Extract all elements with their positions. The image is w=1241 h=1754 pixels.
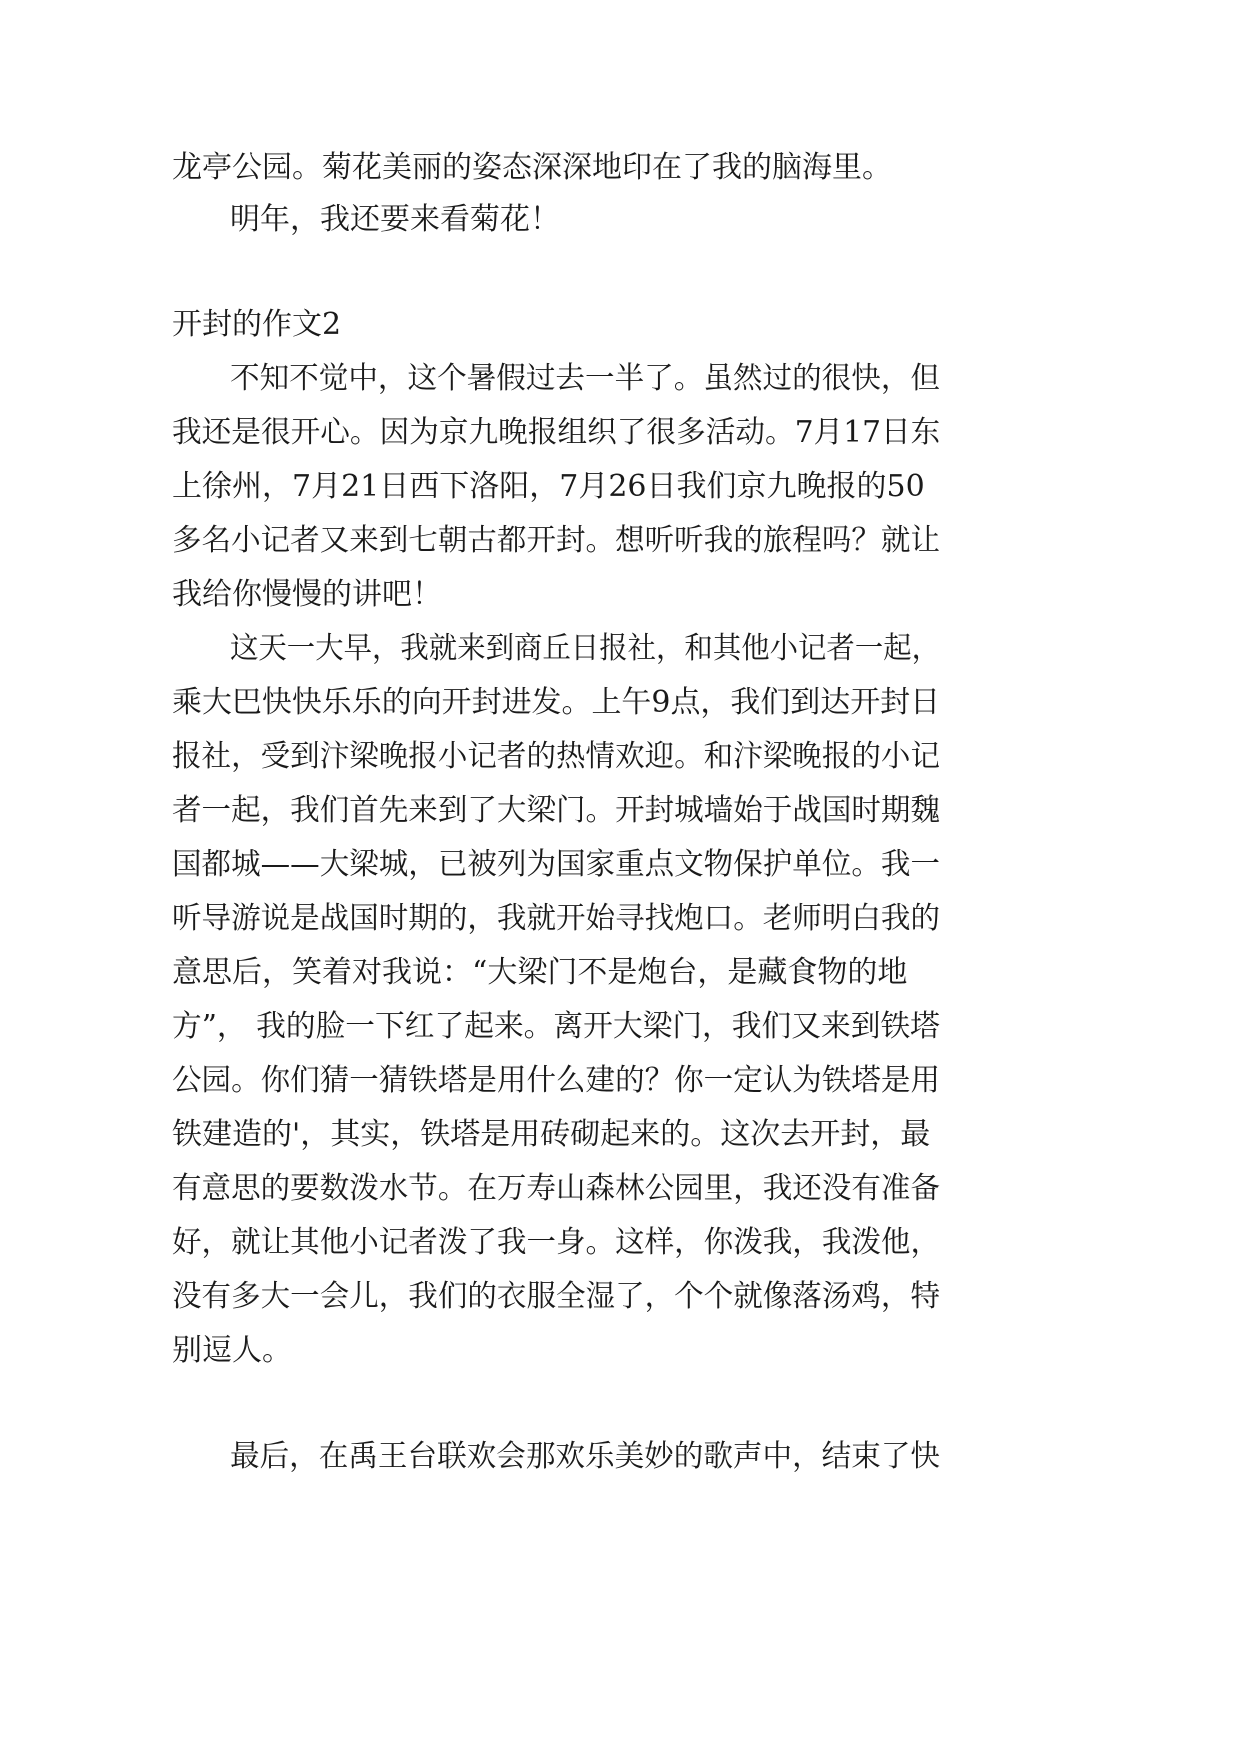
text-line: [0, 148, 1241, 188]
text-line: [0, 467, 1241, 507]
text-line: [0, 1223, 1241, 1263]
text-line: [0, 1169, 1241, 1209]
text-line: [0, 737, 1241, 777]
line-text: 者一起，我们首先来到了大梁门。开封城墙始于战国时期魏: [172, 793, 940, 828]
line-text: 有意思的要数泼水节。在万寿山森林公园里，我还没有准备: [172, 1171, 940, 1206]
line-text: 明年，我还要来看菊花！: [230, 202, 560, 237]
line-text: 国都城——大梁城，已被列为国家重点文物保护单位。我一: [172, 847, 940, 882]
section-heading: [0, 305, 1241, 345]
paragraph-line: [0, 629, 1241, 669]
text-line: [0, 1115, 1241, 1155]
text-line: [0, 899, 1241, 939]
line-text: 公园。你们猜一猜铁塔是用什么建的？你一定认为铁塔是用: [172, 1063, 940, 1098]
text-line: [0, 1007, 1241, 1047]
line-text: 方”， 我的脸一下红了起来。离开大梁门，我们又来到铁塔: [172, 1009, 940, 1044]
text-line: [0, 575, 1241, 615]
text-line: [0, 521, 1241, 561]
text-line: [0, 1277, 1241, 1317]
line-text: 铁建造的'，其实，铁塔是用砖砌起来的。这次去开封，最: [172, 1117, 931, 1152]
line-text: 这天一大早，我就来到商丘日报社，和其他小记者一起，: [230, 631, 941, 666]
line-text: 好，就让其他小记者泼了我一身。这样，你泼我，我泼他，: [172, 1225, 940, 1260]
line-text: 我给你慢慢的讲吧！: [172, 577, 442, 612]
line-text: 我还是很开心。因为京九晚报组织了很多活动。7月17日东: [172, 415, 941, 450]
text-line: [0, 413, 1241, 453]
text-line: [0, 845, 1241, 885]
line-text: 没有多大一会儿，我们的衣服全湿了，个个就像落汤鸡，特: [172, 1279, 940, 1314]
text-line: [0, 953, 1241, 993]
line-text: 乘大巴快快乐乐的向开封进发。上午9点，我们到达开封日: [172, 685, 941, 720]
line-text: 多名小记者又来到七朝古都开封。想听听我的旅程吗？就让: [172, 523, 940, 558]
paragraph-line: [0, 359, 1241, 399]
text-line: [0, 1061, 1241, 1101]
line-text: 上徐州，7月21日西下洛阳，7月26日我们京九晚报的50: [172, 469, 925, 504]
line-text: 不知不觉中，这个暑假过去一半了。虽然过的很快，但: [230, 361, 940, 396]
line-text: 最后，在禹王台联欢会那欢乐美妙的歌声中，结束了快: [230, 1439, 940, 1474]
text-line: [0, 791, 1241, 831]
line-text: 意思后，笑着对我说：“大梁门不是炮台，是藏食物的地: [172, 955, 908, 990]
line-text: 龙亭公园。菊花美丽的姿态深深地印在了我的脑海里。: [172, 150, 892, 185]
text-line: [0, 683, 1241, 723]
heading-text: 开封的作文2: [172, 307, 342, 342]
line-text: 别逗人。: [172, 1333, 292, 1368]
text-line: [0, 1331, 1241, 1371]
line-text: 听导游说是战国时期的，我就开始寻找炮口。老师明白我的: [172, 901, 940, 936]
paragraph-line: [0, 1437, 1241, 1477]
line-text: 报社，受到汴梁晚报小记者的热情欢迎。和汴梁晚报的小记: [172, 739, 940, 774]
paragraph-line: [0, 200, 1241, 240]
